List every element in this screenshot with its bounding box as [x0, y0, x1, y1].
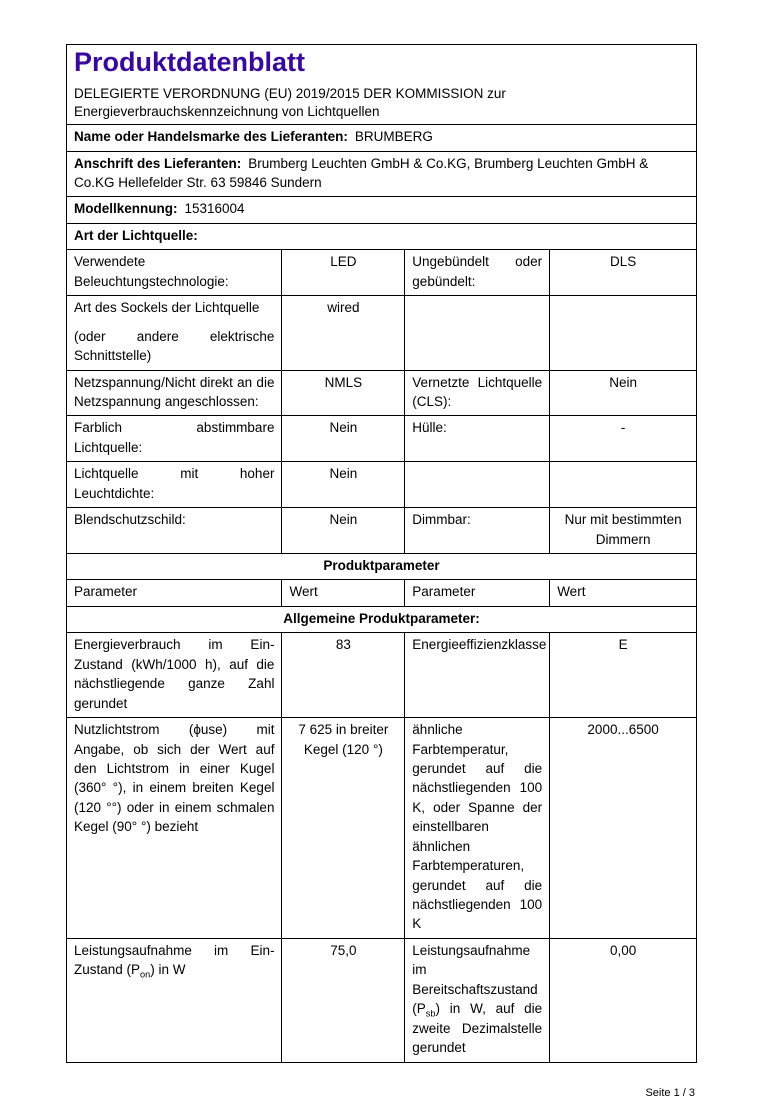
parameter-value-cell: NMLS [282, 370, 405, 416]
parameter-label-cell: Lichtquelle mit hoher Leuchtdichte: [67, 462, 282, 508]
parameter-value-cell: 75,0 [282, 938, 405, 1062]
info-value: Brumberg Leuchten GmbH & Co.KG, Brumberg Leuchten GmbH & Co.KG Hellefelder Str. 63 59846 Sundern [74, 155, 649, 191]
column-header-wert-1: Wert [282, 580, 405, 606]
table-row [67, 508, 697, 554]
parameter-label-cell [405, 296, 550, 370]
parameter-label-cell: Energieeffizienzklasse [405, 633, 550, 718]
parameter-value-cell: DLS [550, 250, 697, 296]
info-cell [67, 151, 697, 197]
info-cell [67, 125, 697, 151]
parameter-label-cell: Verwendete Beleuchtungstechnologie: [67, 250, 282, 296]
document-title: Produktdatenblatt [74, 47, 306, 77]
parameter-value-cell [550, 462, 697, 508]
parameter-label-cell: Energieverbrauch im Ein-Zustand (kWh/1000 h), auf die nächstliegende ganze Zahl gerundet [67, 633, 282, 718]
general-parameters-title-row [67, 606, 697, 632]
parameter-label-cell: ähnliche Farbtemperatur, gerundet auf die nächstliegenden 100 K, oder Spanne der einstellbaren ähnlichen Farbtemperaturen, gerundet auf die nächstliegenden 100 K [405, 718, 550, 939]
parameter-value-cell: wired [282, 296, 405, 370]
parameter-value-cell: Nein [282, 416, 405, 462]
info-cell [67, 223, 697, 249]
info-value: BRUMBERG [354, 129, 433, 145]
title-cell [67, 45, 697, 125]
regulation-line-1: DELEGIERTE VERORDNUNG (EU) 2019/2015 DER KOMMISSION zur [74, 86, 506, 102]
table-row [67, 296, 697, 370]
info-value: 15316004 [184, 201, 245, 217]
info-row-supplier-name [67, 125, 697, 151]
column-header-wert-2: Wert [550, 580, 697, 606]
datasheet-page [66, 44, 697, 1099]
parameter-value-cell: Nein [282, 508, 405, 554]
info-label: Art der Lichtquelle: [74, 227, 198, 243]
column-header-parameter-1: Parameter [67, 580, 282, 606]
product-parameters-title-row [67, 554, 697, 580]
table-row [67, 718, 697, 939]
info-label: Modellkennung: [74, 201, 178, 217]
table-row [67, 416, 697, 462]
general-parameter-rows [67, 633, 697, 1062]
parameter-label-cell: Ungebündelt oder gebündelt: [405, 250, 550, 296]
light-source-type-rows [67, 250, 697, 554]
table-row [67, 250, 697, 296]
parameter-label-cell: Hülle: [405, 416, 550, 462]
parameter-value-cell: LED [282, 250, 405, 296]
info-row-light-source-type [67, 223, 697, 249]
table-row [67, 370, 697, 416]
parameter-value-cell: 2000...6500 [550, 718, 697, 939]
parameter-value-cell [550, 296, 697, 370]
info-label: Name oder Handelsmarke des Lieferanten: [74, 129, 348, 145]
table-row [67, 462, 697, 508]
parameter-value-cell: Nur mit bestimmten Dimmern [550, 508, 697, 554]
table-row [67, 633, 697, 718]
parameter-label-cell [405, 462, 550, 508]
parameter-value-cell: 7 625 in breiter Kegel (120 °) [282, 718, 405, 939]
parameter-value-cell: Nein [282, 462, 405, 508]
parameter-value-cell: 83 [282, 633, 405, 718]
parameter-value-cell: Nein [550, 370, 697, 416]
parameter-value-cell: E [550, 633, 697, 718]
parameter-label-cell: Dimmbar: [405, 508, 550, 554]
header-section [67, 45, 697, 250]
parameter-label-cell: Vernetzte Lichtquelle (CLS): [405, 370, 550, 416]
parameter-label-cell: Leistungsaufnahme im Ein-Zustand $(P_{on})$ in W [67, 938, 282, 1062]
info-cell [67, 197, 697, 223]
section-title: Produktparameter [67, 554, 697, 580]
info-row-supplier-address [67, 151, 697, 197]
column-header-parameter-2: Parameter [405, 580, 550, 606]
info-label: Anschrift des Lieferanten: [74, 155, 242, 171]
parameter-label-cell: Nutzlichtstrom (ϕuse) mit Angabe, ob sich der Wert auf den Lichtstrom in einer Kugel (360° °), in einem breiten Kegel (120 °°) oder in einem schmalen Kegel (90° °) bezieht [67, 718, 282, 939]
parameter-label-cell: Farblich abstimmbare Lichtquelle: [67, 416, 282, 462]
parameter-label-cell: Netzspannung/Nicht direkt an die Netzspannung angeschlossen: [67, 370, 282, 416]
parameter-value-cell: - [550, 416, 697, 462]
info-row-model-id [67, 197, 697, 223]
parameter-label-cell: Leistungsaufnahme im Bereitschaftszustand $(P_{sb})$ in W, auf die zweite Dezimalstelle gerundet [405, 938, 550, 1062]
regulation-line-2: Energieverbrauchskennzeichnung von Lichtquellen [74, 103, 380, 119]
product-parameters-header-section [67, 554, 697, 633]
datasheet-table [66, 44, 697, 1063]
parameter-label-cell: Blendschutzschild: [67, 508, 282, 554]
column-header-row [67, 580, 697, 606]
parameter-value-cell: 0,00 [550, 938, 697, 1062]
subsection-title: Allgemeine Produktparameter: [67, 606, 697, 632]
table-row [67, 938, 697, 1062]
parameter-label-cell: Art des Sockels der Lichtquelle (oder andere elektrische Schnittstelle) [67, 296, 282, 370]
page-number: Seite 1 / 3 [645, 1086, 695, 1099]
title-row [67, 45, 697, 125]
